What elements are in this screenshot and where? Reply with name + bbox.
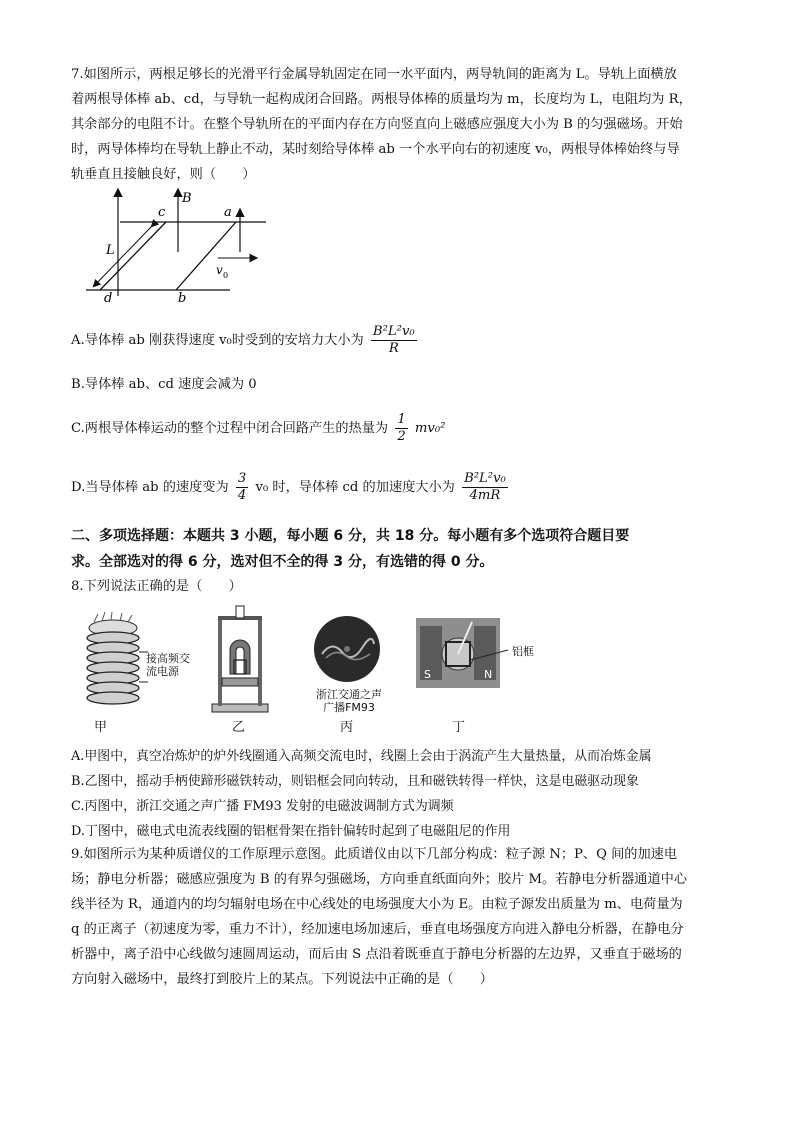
option-d-mid: v₀ 时，导体棒 cd 的加速度大小为 — [255, 480, 455, 495]
label-B: B — [182, 191, 192, 206]
section-2-line: 求。全部选对的得 6 分，选对但不全的得 3 分，有选错的得 0 分。 — [71, 554, 494, 570]
figure-bing-label — [304, 688, 394, 714]
caption-yi: 乙 — [232, 720, 246, 735]
label-a: a — [224, 205, 232, 220]
question-8-stem — [71, 574, 721, 599]
q9-line: 场；静电分析器；磁感应强度为 B 的有界匀强磁场，方向垂直纸面向外；胶片 M。若静电分析器通道中心 — [71, 872, 688, 887]
option-a-fraction — [371, 324, 417, 357]
figure-jia-furnace — [78, 612, 148, 712]
length-L-arrow — [94, 226, 152, 286]
q9-line: 9.如图所示为某种质谱仪的工作原理示意图。此质谱仪由以下几部分构成：粒子源 N；P、Q 间的加速电 — [71, 847, 678, 862]
option-b-text: B.导体棒 ab、cd 速度会减为 0 — [71, 377, 257, 392]
q7-option-c[interactable] — [71, 410, 721, 448]
label-d: d — [104, 291, 113, 306]
fraction-denominator: 4 — [237, 488, 247, 503]
q8-option-b[interactable]: B.乙图中，摇动手柄使蹄形磁铁转动，则铝框会同向转动，且和磁铁转得一样快，这是电磁驱动现象 — [71, 774, 639, 789]
q7-line: 7.如图所示，两根足够长的光滑平行金属导轨固定在同一水平面内，两导轨间的距离为 L。导轨上面横放 — [71, 67, 677, 82]
figure-ding-label: 铝框 — [512, 645, 534, 658]
label-L: L — [106, 243, 115, 258]
q8-stem-text: 8.下列说法正确的是（ ） — [71, 579, 242, 594]
question-9-stem — [71, 842, 721, 992]
option-a-text: A.导体棒 ab 刚获得速度 v₀时受到的安培力大小为 — [71, 333, 364, 348]
fraction-numerator: B²L²v₀ — [372, 324, 415, 339]
caption-jia: 甲 — [94, 720, 108, 735]
section-2-header — [71, 523, 721, 575]
q8-option-a[interactable]: A.甲图中，真空冶炼炉的炉外线圈通入高频交流电时，线圈上会由于涡流产生大量热量，从而冶炼金属 — [71, 749, 652, 764]
q7-option-a[interactable] — [71, 322, 721, 360]
figure-ding-N: N — [484, 668, 493, 681]
fraction-denominator: 4mR — [469, 488, 501, 503]
q7-line: 轨垂直且接触良好，则（ ） — [71, 167, 256, 182]
option-c-tail: mv₀² — [414, 421, 446, 436]
figure-bing-radio — [312, 614, 382, 684]
fraction-denominator: 2 — [397, 429, 406, 444]
fraction-numerator: 1 — [397, 412, 406, 427]
figure-jia-label: 接高频交流电源 — [146, 652, 190, 678]
bing-label-line-1: 浙江交通之声 — [316, 688, 382, 701]
q7-rails-figure — [80, 186, 280, 306]
option-c-fraction — [395, 412, 407, 445]
label-c: c — [158, 205, 166, 220]
option-d-fraction-1 — [236, 471, 248, 504]
caption-bing: 丙 — [340, 720, 354, 735]
figure-ding-pointer-line — [470, 648, 510, 662]
q9-line: 析器中，离子沿中心线做匀速圆周运动，而后由 S 点沿着既垂直于静电分析器的左边界，又垂直于磁场的 — [71, 947, 682, 962]
section-2-line: 二、多项选择题：本题共 3 小题，每小题 6 分，共 18 分。每小题有多个选项符合题目要 — [71, 528, 630, 544]
q7-line: 时，两导体棒均在导轨上静止不动，某时刻给导体棒 ab 一个水平向右的初速度 v₀，两根导体棒始终与导 — [71, 142, 680, 157]
q9-line: 线半径为 R，通道内的均匀辐射电场在中心线处的电场强度大小为 E。由粒子源发出质量为 m、电荷量为 — [71, 897, 683, 912]
question-7-stem — [71, 62, 721, 187]
option-d-text: D.当导体棒 ab 的速度变为 — [71, 480, 229, 495]
fraction-numerator: 3 — [237, 471, 247, 486]
q7-option-d[interactable] — [71, 468, 721, 508]
fraction-denominator: R — [388, 341, 399, 356]
q8-options — [71, 744, 721, 844]
fraction-numerator: B²L²v₀ — [464, 471, 506, 486]
q7-line: 着两根导体棒 ab、cd，与导轨一起构成闭合回路。两根导体棒的质量均为 m，长度均为 L，电阻均为 R， — [71, 92, 692, 107]
q9-line: q 的正离子（初速度为零，重力不计），经加速电场加速后，垂直电场强度方向进入静电分析器，在静电分 — [71, 922, 684, 937]
caption-ding: 丁 — [452, 720, 466, 735]
label-v0-sub: 0 — [223, 271, 229, 280]
q8-option-d[interactable]: D.丁图中，磁电式电流表线圈的铝框骨架在指针偏转时起到了电磁阻尼的作用 — [71, 824, 511, 839]
option-d-fraction-2 — [462, 471, 508, 504]
q9-line: 方向射入磁场中，最终打到胶片上的某点。下列说法中正确的是（ ） — [71, 972, 493, 987]
label-b: b — [178, 291, 187, 306]
option-c-text: C.两根导体棒运动的整个过程中闭合回路产生的热量为 — [71, 421, 389, 436]
figure-ding-S: S — [424, 668, 431, 681]
figure-yi-magnet — [208, 604, 272, 714]
q7-line: 其余部分的电阻不计。在整个导轨所在的平面内存在方向竖直向上磁感应强度大小为 B 的匀强磁场。开始 — [71, 117, 683, 132]
q8-option-c[interactable]: C.丙图中，浙江交通之声广播 FM93 发射的电磁波调制方式为调频 — [71, 799, 454, 814]
label-v0: v — [216, 263, 223, 277]
q7-option-b[interactable] — [71, 372, 721, 397]
bing-label-line-2: 广播FM93 — [323, 701, 375, 714]
